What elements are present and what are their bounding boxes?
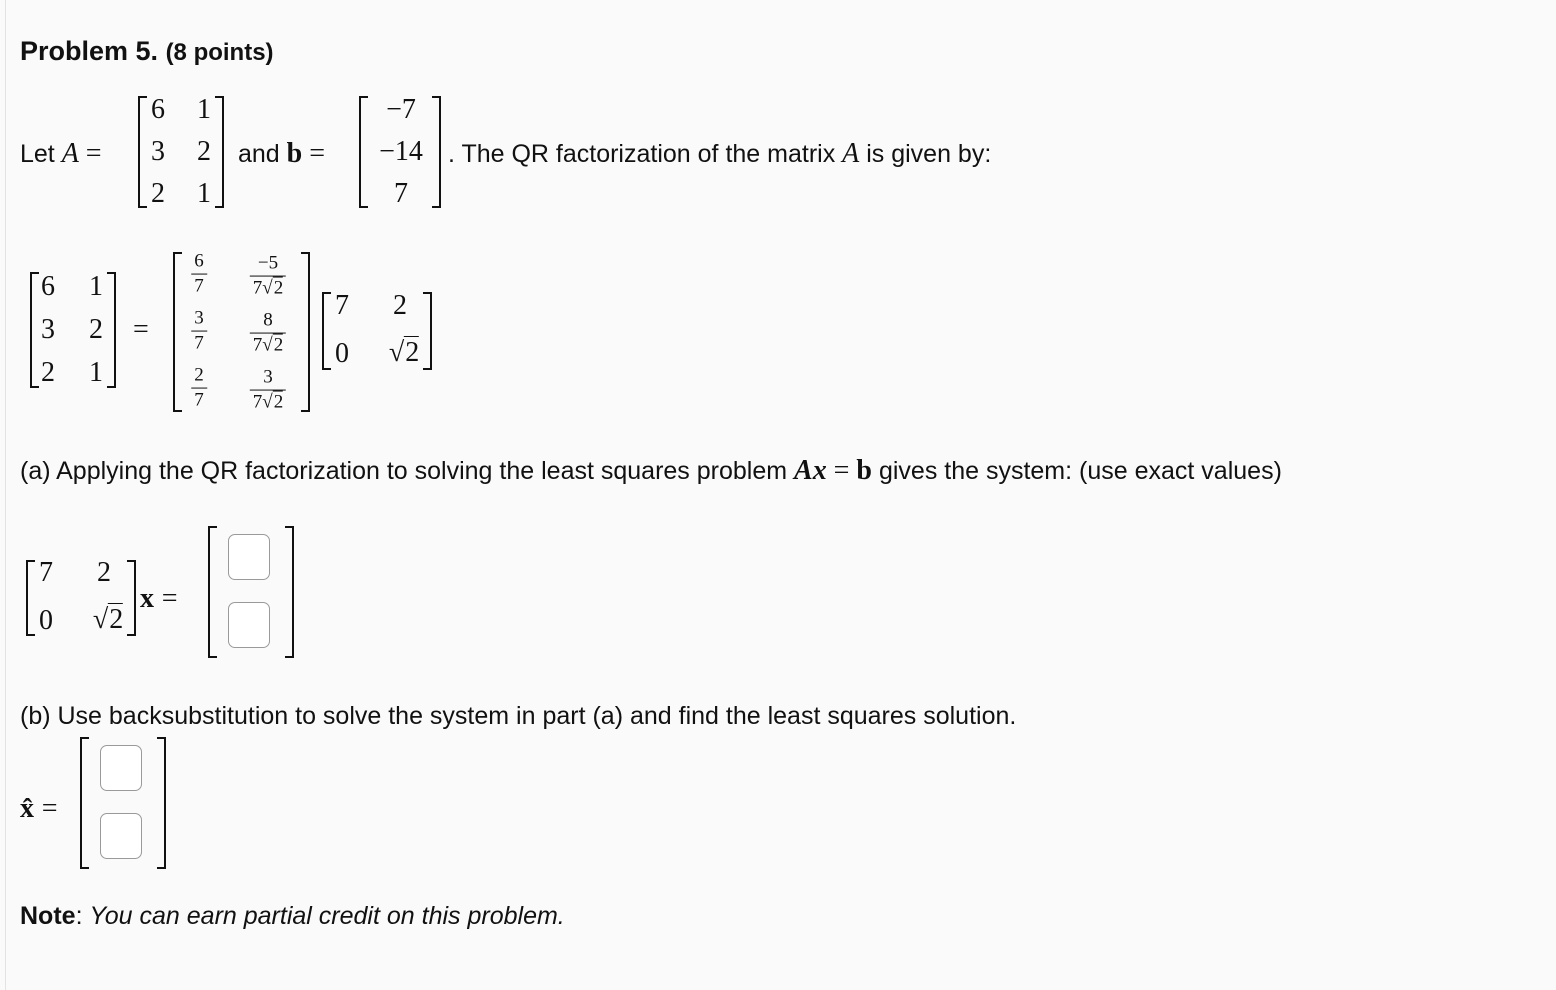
part-b-prompt: (b) Use backsubstitution to solve the system in part (a) and find the least squares solution. [20,702,1017,730]
matrix-cell: 0 [39,605,53,636]
answer-vector-b [80,737,166,869]
vector-cell: 7 [394,178,408,209]
matrix-cell-sqrt: √2 [388,337,420,368]
q-fraction: $\frac{-5}{7√2}$ [250,254,286,299]
matrix-cell: 2 [393,290,407,321]
x-equals: x = [140,583,178,614]
note-label: Note [20,902,76,930]
q-fraction: $\frac{3}{7}$ [191,309,207,354]
matrix-cell: 1 [89,271,103,302]
equals-sign: = [133,314,149,345]
problem-title [20,36,274,67]
intro-let: Let A = [20,138,102,169]
matrix-cell: 0 [335,338,349,369]
matrix-cell: 7 [335,290,349,321]
matrix-cell: 1 [197,94,211,125]
matrix-R [322,292,432,370]
matrix-cell: 2 [151,178,165,209]
matrix-cell: 3 [41,314,55,345]
answer-b-input-1[interactable] [100,745,142,791]
matrix-cell: 2 [41,357,55,388]
part-a-prompt: (a) Applying the QR factorization to solving the least squares problem Ax = b gives the system: (use exact values) [20,455,1282,486]
vector-b [359,96,441,208]
matrix-R-system [26,557,136,636]
answer-vector-a [208,526,294,658]
intro-tail: . The QR factorization of the matrix A is given by: [448,138,992,169]
problem-points: (8 points) [165,39,274,66]
matrix-cell: 1 [89,357,103,388]
answer-a-input-1[interactable] [228,534,270,580]
matrix-cell: 6 [151,94,165,125]
note-text: You can earn partial credit on this problem. [89,902,565,930]
matrix-cell: 1 [197,178,211,209]
q-fraction: $\frac{2}{7}$ [191,366,207,411]
matrix-Q [173,252,310,412]
matrix-A [138,96,224,208]
intro-and: and b = [238,138,325,169]
vector-cell: −14 [379,136,423,167]
q-fraction: $\frac{6}{7}$ [191,252,207,297]
q-fraction: $\frac{3}{7√2}$ [250,368,286,413]
matrix-cell: 3 [151,136,165,167]
matrix-cell: 2 [197,136,211,167]
xhat-equals: x̂ = [20,793,58,824]
matrix-cell: 6 [41,271,55,302]
q-fraction: $\frac{8}{7√2}$ [250,311,286,356]
matrix-cell-sqrt: √2 [92,604,124,635]
note: Note: You can earn partial credit on this problem. [20,902,565,930]
answer-a-input-2[interactable] [228,602,270,648]
matrix-cell: 2 [97,557,111,588]
matrix-A-display [30,272,116,388]
problem-number: Problem 5. [20,36,159,66]
matrix-cell: 7 [39,557,53,588]
answer-b-input-2[interactable] [100,813,142,859]
matrix-cell: 2 [89,314,103,345]
vector-cell: −7 [386,94,416,125]
